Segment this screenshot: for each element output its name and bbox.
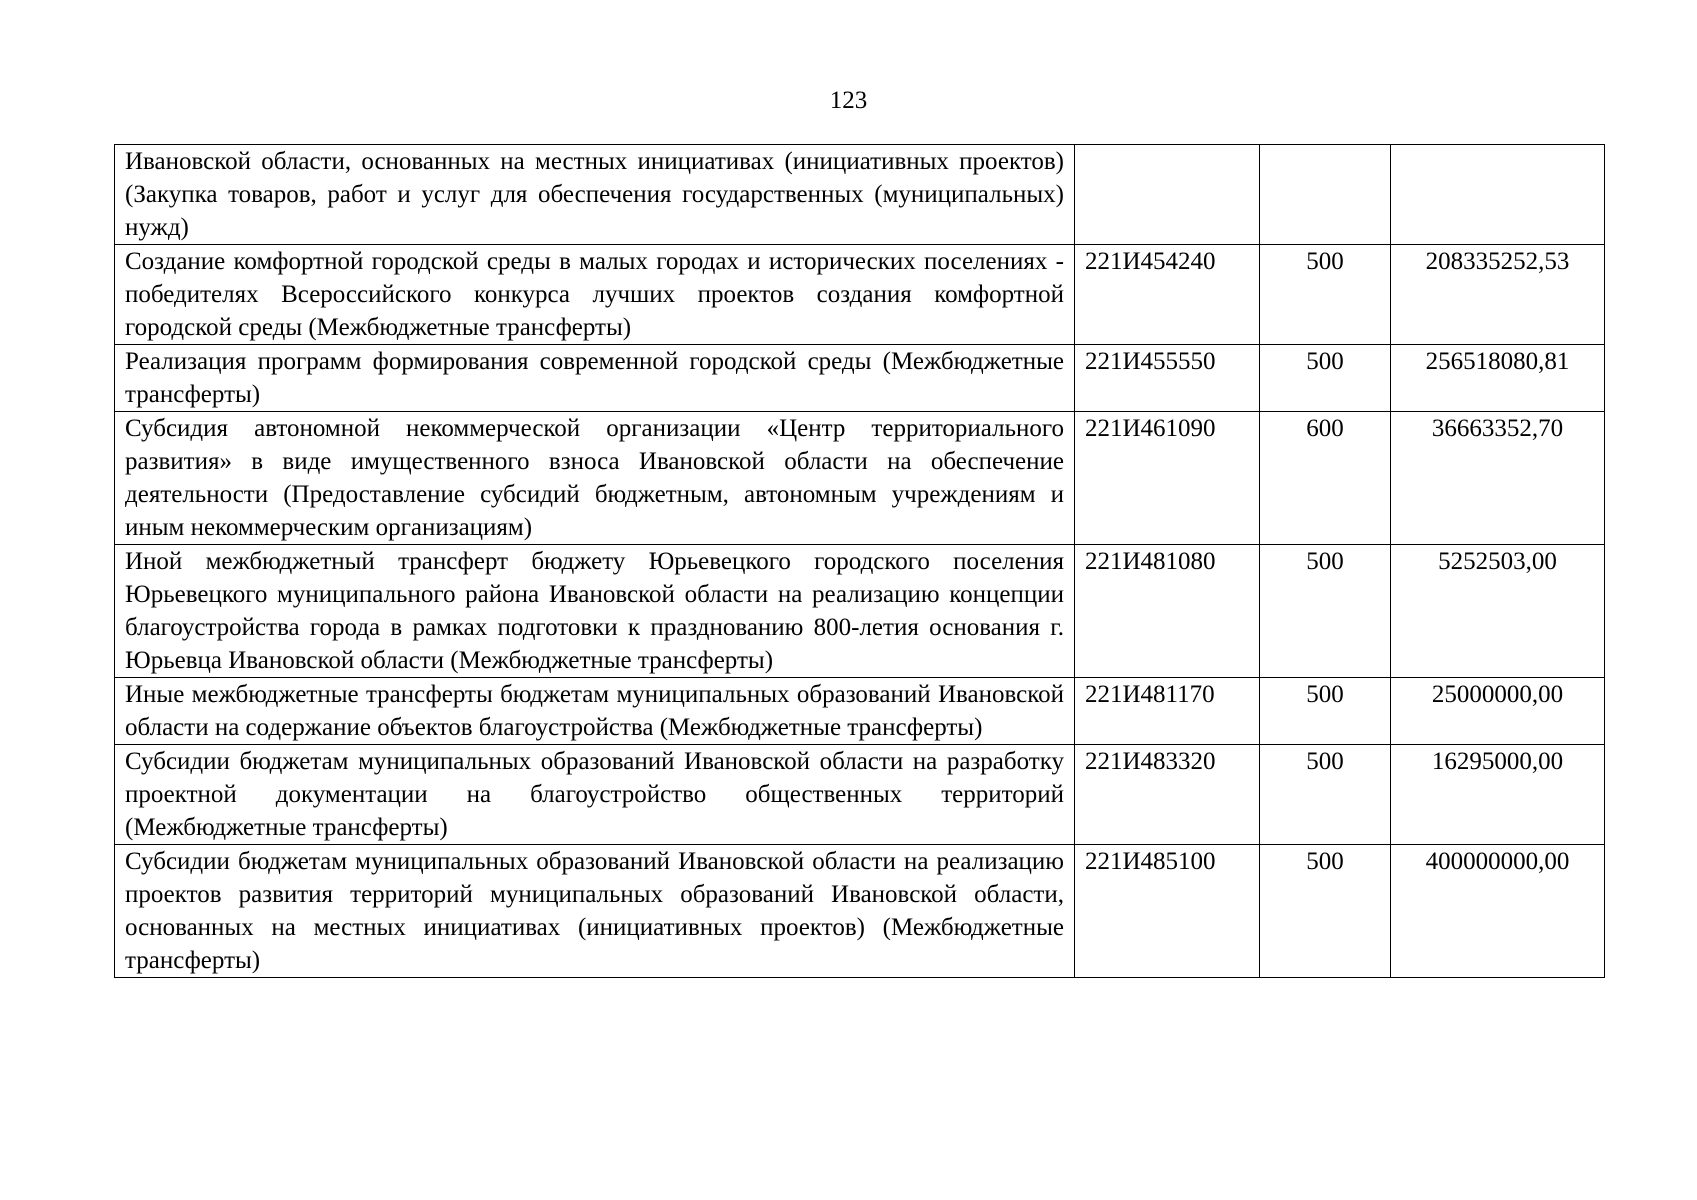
row-name-cell: Субсидии бюджетам муниципальных образований Ивановской области на реализацию проектов развития территорий муниципальных образований Ивановской области, основанных на местных инициативах (инициативных проектов) (Межбюджетные трансферты) xyxy=(115,845,1075,978)
table-row xyxy=(115,678,1605,745)
row-type-cell: 500 xyxy=(1260,345,1391,412)
row-name-cell: Субсидия автономной некоммерческой организации «Центр территориального развития» в виде имущественного взноса Ивановской области на обеспечение деятельности (Предоставление субсидий бюджетным, автономным учреждениям и иным некоммерческим организациям) xyxy=(115,412,1075,545)
page-number: 123 xyxy=(829,87,868,114)
row-type-cell: 500 xyxy=(1260,245,1391,345)
row-type-cell: 500 xyxy=(1260,745,1391,845)
row-name-cell: Иной межбюджетный трансферт бюджету Юрьевецкого городского поселения Юрьевецкого муниципального района Ивановской области на реализацию концепции благоустройства города в рамках подготовки к празднованию 800-летия основания г. Юрьевца Ивановской области (Межбюджетные трансферты) xyxy=(115,545,1075,678)
row-name-cell: Ивановской области, основанных на местных инициативах (инициативных проектов) (Закупка товаров, работ и услуг для обеспечения государственных (муниципальных) нужд) xyxy=(115,145,1075,245)
row-code-cell: 221И481170 xyxy=(1075,678,1260,745)
row-code-cell: 221И455550 xyxy=(1075,345,1260,412)
table-row xyxy=(115,545,1605,678)
budget-table xyxy=(114,144,1605,978)
table-row xyxy=(115,345,1605,412)
table-row xyxy=(115,745,1605,845)
row-name-cell: Создание комфортной городской среды в малых городах и исторических поселениях - победителях Всероссийского конкурса лучших проектов создания комфортной городской среды (Межбюджетные трансферты) xyxy=(115,245,1075,345)
row-sum-cell: 16295000,00 xyxy=(1391,745,1605,845)
table-row xyxy=(115,245,1605,345)
row-sum-cell: 400000000,00 xyxy=(1391,845,1605,978)
table-row xyxy=(115,845,1605,978)
row-type-cell: 500 xyxy=(1260,845,1391,978)
row-name-cell: Субсидии бюджетам муниципальных образований Ивановской области на разработку проектной документации на благоустройство общественных территорий (Межбюджетные трансферты) xyxy=(115,745,1075,845)
row-type-cell xyxy=(1260,145,1391,245)
table-row xyxy=(115,412,1605,545)
row-code-cell: 221И485100 xyxy=(1075,845,1260,978)
row-type-cell: 600 xyxy=(1260,412,1391,545)
row-sum-cell xyxy=(1391,145,1605,245)
row-sum-cell: 208335252,53 xyxy=(1391,245,1605,345)
row-type-cell: 500 xyxy=(1260,545,1391,678)
row-code-cell xyxy=(1075,145,1260,245)
row-type-cell: 500 xyxy=(1260,678,1391,745)
row-sum-cell: 36663352,70 xyxy=(1391,412,1605,545)
row-code-cell: 221И461090 xyxy=(1075,412,1260,545)
row-code-cell: 221И483320 xyxy=(1075,745,1260,845)
row-sum-cell: 256518080,81 xyxy=(1391,345,1605,412)
row-code-cell: 221И481080 xyxy=(1075,545,1260,678)
row-code-cell: 221И454240 xyxy=(1075,245,1260,345)
row-sum-cell: 25000000,00 xyxy=(1391,678,1605,745)
table-row xyxy=(115,145,1605,245)
row-sum-cell: 5252503,00 xyxy=(1391,545,1605,678)
row-name-cell: Реализация программ формирования современной городской среды (Межбюджетные трансферты) xyxy=(115,345,1075,412)
row-name-cell: Иные межбюджетные трансферты бюджетам муниципальных образований Ивановской области на содержание объектов благоустройства (Межбюджетные трансферты) xyxy=(115,678,1075,745)
